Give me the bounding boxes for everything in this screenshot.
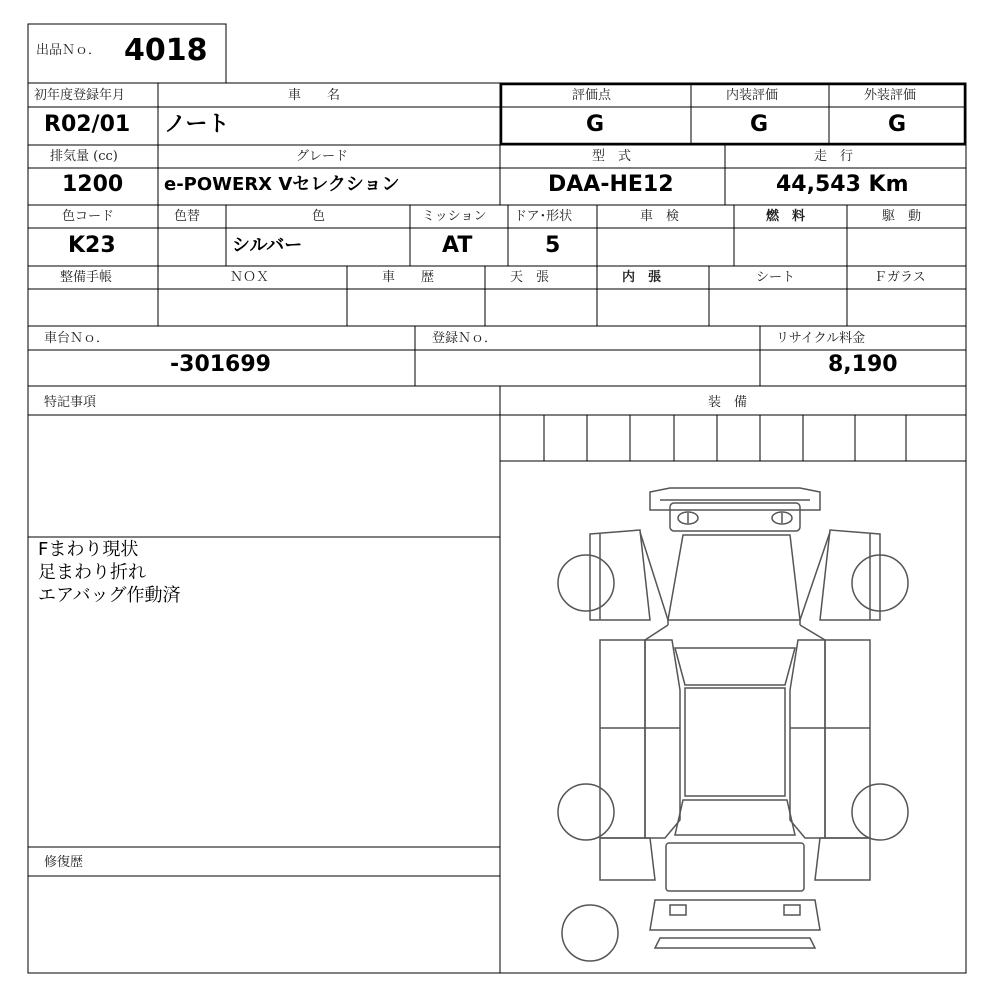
grade-value: e-POWERX Vセレクション [164, 174, 400, 195]
first-registration-value: R02/01 [44, 112, 131, 137]
lot-number-value: 4018 [124, 33, 208, 68]
seat-label: シート [756, 270, 796, 285]
exterior-score-value: G [888, 112, 907, 137]
score-label: 評価点 [572, 88, 612, 103]
remark-line: 足まわり折れ [38, 562, 146, 583]
mileage-label: 走 行 [814, 149, 854, 164]
nox-label: ＮＯＸ [230, 270, 270, 285]
history-label: 車 歴 [382, 270, 435, 285]
mileage-value: 44,543 Km [776, 172, 909, 197]
car-name-value: ノート [164, 112, 230, 137]
chassis-value: -301699 [170, 352, 271, 377]
doors-label: ドア･形状 [514, 209, 573, 224]
color-label: 色 [312, 209, 326, 224]
displacement-label: 排気量 (cc) [50, 149, 118, 164]
interior-score-value: G [750, 112, 769, 137]
remarks-label: 特記事項 [44, 395, 97, 410]
color-code-label: 色コード [62, 209, 115, 224]
exterior-score-label: 外装評価 [864, 88, 917, 103]
fuel-label: 燃 料 [766, 209, 806, 224]
first-registration-label: 初年度登録年月 [34, 88, 126, 103]
recycle-value: 8,190 [828, 352, 898, 377]
model-value: DAA-HE12 [548, 172, 674, 197]
registration-label: 登録Ｎｏ． [432, 331, 498, 346]
doors-value: 5 [545, 233, 561, 258]
model-label: 型 式 [592, 149, 632, 164]
color-value: シルバー [232, 235, 303, 256]
inspection-label: 車 検 [640, 209, 680, 224]
displacement-value: 1200 [62, 172, 124, 197]
score-value: G [586, 112, 605, 137]
grade-label: グレード [296, 149, 349, 164]
maintenance-label: 整備手帳 [60, 270, 113, 285]
color-code-value: K23 [68, 233, 116, 258]
drive-label: 駆 動 [882, 209, 922, 224]
lot-number-label: 出品Ｎｏ． [36, 43, 102, 58]
roof-label: 天 張 [510, 270, 550, 285]
remark-line: Fまわり現状 [38, 539, 139, 560]
f-glass-label: Ｆガラス [874, 270, 926, 285]
interior-score-label: 内装評価 [726, 88, 779, 103]
remark-line: エアバッグ作動済 [38, 585, 181, 606]
transmission-label: ミッション [422, 209, 487, 224]
repair-history-label: 修復歴 [44, 855, 84, 870]
car-name-label: 車 名 [288, 88, 341, 103]
equipment-label: 装 備 [708, 395, 748, 410]
chassis-label: 車台Ｎｏ． [44, 331, 110, 346]
recycle-label: リサイクル料金 [776, 331, 866, 346]
interior-trim-label: 内 張 [622, 270, 662, 285]
transmission-value: AT [442, 233, 473, 258]
color-change-label: 色替 [174, 209, 201, 224]
